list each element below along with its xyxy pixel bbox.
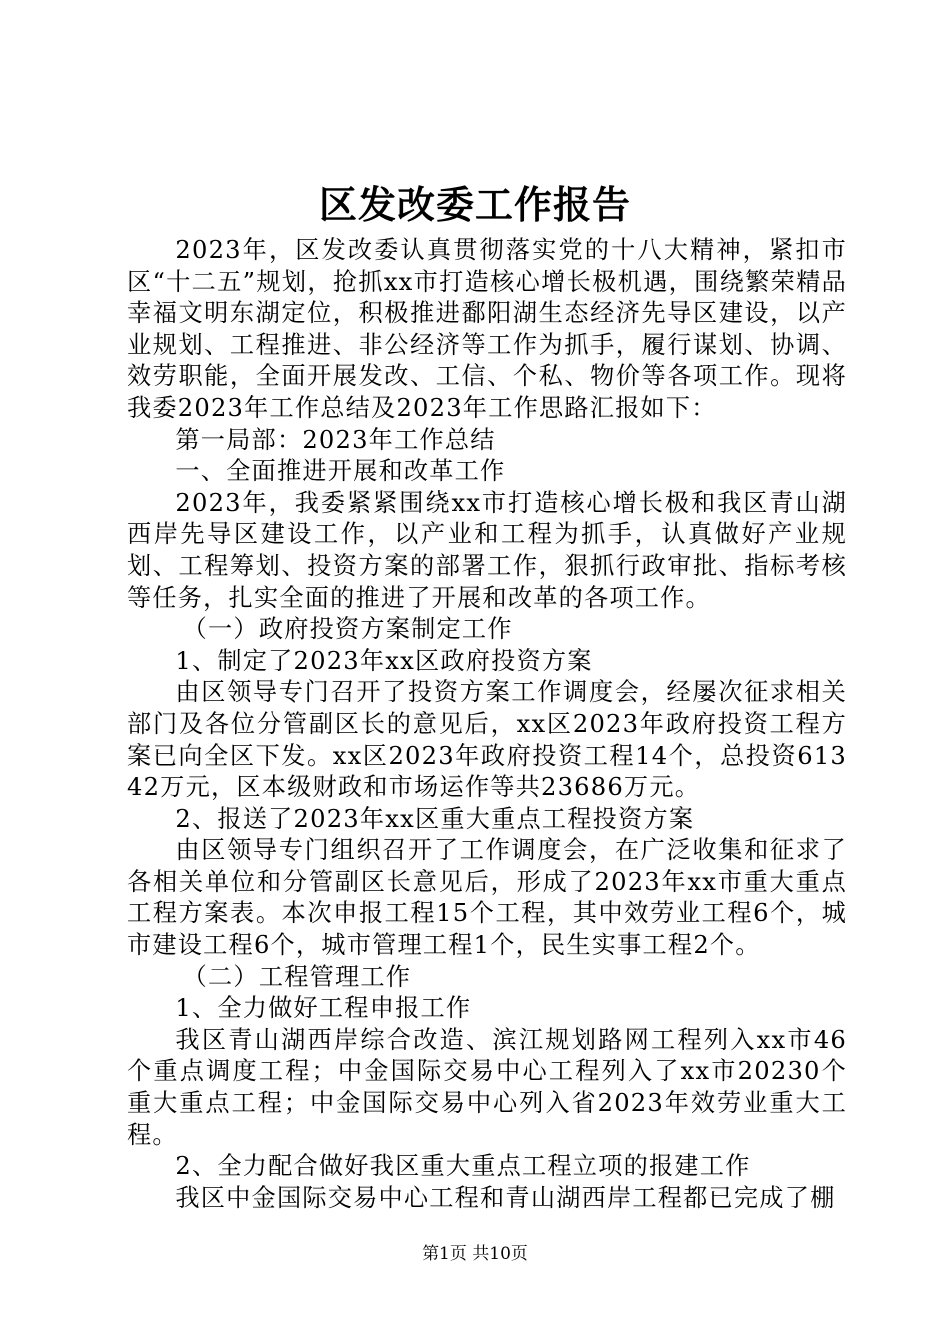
paragraph: 我区青山湖西岸综合改造、滨江规划路网工程列入xx市46个重点调度工程；中金国际交易中心工程列入了xx市20230个重大重点工程；中金国际交易中心列入省2023年效劳业重大工程。: [127, 1025, 847, 1149]
paragraph: 2023年，我委紧紧围绕xx市打造核心增长极和我区青山湖西岸先导区建设工作，以产业和工程为抓手，认真做好产业规划、工程筹划、投资方案的部署工作，狠抓行政审批、指标考核等任务，扎实全面的推进了开展和改革的各项工作。: [127, 488, 847, 612]
item-heading: 1、制定了2023年xx区政府投资方案: [175, 646, 593, 675]
document-title: 区发改委工作报告: [318, 182, 631, 227]
item-heading: 2、报送了2023年xx区重大重点工程投资方案: [175, 804, 695, 833]
subsection-heading-gov-investment: （一）政府投资方案制定工作: [182, 615, 513, 644]
paragraph: 由区领导专门召开了投资方案工作调度会，经屡次征求相关部门及各位分管副区长的意见后，xx区2023年政府投资工程方案已向全区下发。xx区2023年政府投资工程14个，总投资61342万元，区本级财政和市场运作等共23686万元。: [127, 678, 847, 802]
section-heading-part-one: 第一局部：2023年工作总结: [175, 425, 496, 454]
subsection-heading-project-management: （二）工程管理工作: [182, 962, 412, 991]
paragraph: 由区领导专门组织召开了工作调度会，在广泛收集和征求了各相关单位和分管副区长意见后，形成了2023年xx市重大重点工程方案表。本次申报工程15个工程，其中效劳业工程6个，城市建设工程6个，城市管理工程1个，民生实事工程2个。: [127, 836, 847, 960]
page-number-footer: 第1页 共10页: [422, 1244, 528, 1264]
item-heading: 1、全力做好工程申报工作: [175, 994, 472, 1023]
section-heading-one: 一、全面推进开展和改革工作: [175, 457, 506, 486]
document-body: [127, 235, 847, 1214]
paragraph-intro: 2023年，区发改委认真贯彻落实党的十八大精神，紧扣市区“十二五”规划，抢抓xx市打造核心增长极机遇，围绕繁荣精品幸福文明东湖定位，积极推进鄱阳湖生态经济先导区建设，以产业规划、工程推进、非公经济等工作为抓手，履行谋划、协调、效劳职能，全面开展发改、工信、个私、物价等各项工作。现将我委2023年工作总结及2023年工作思路汇报如下：: [127, 236, 847, 422]
paragraph: 我区中金国际交易中心工程和青山湖西岸工程都已完成了棚: [175, 1183, 836, 1212]
item-heading: 2、全力配合做好我区重大重点工程立项的报建工作: [175, 1152, 751, 1181]
